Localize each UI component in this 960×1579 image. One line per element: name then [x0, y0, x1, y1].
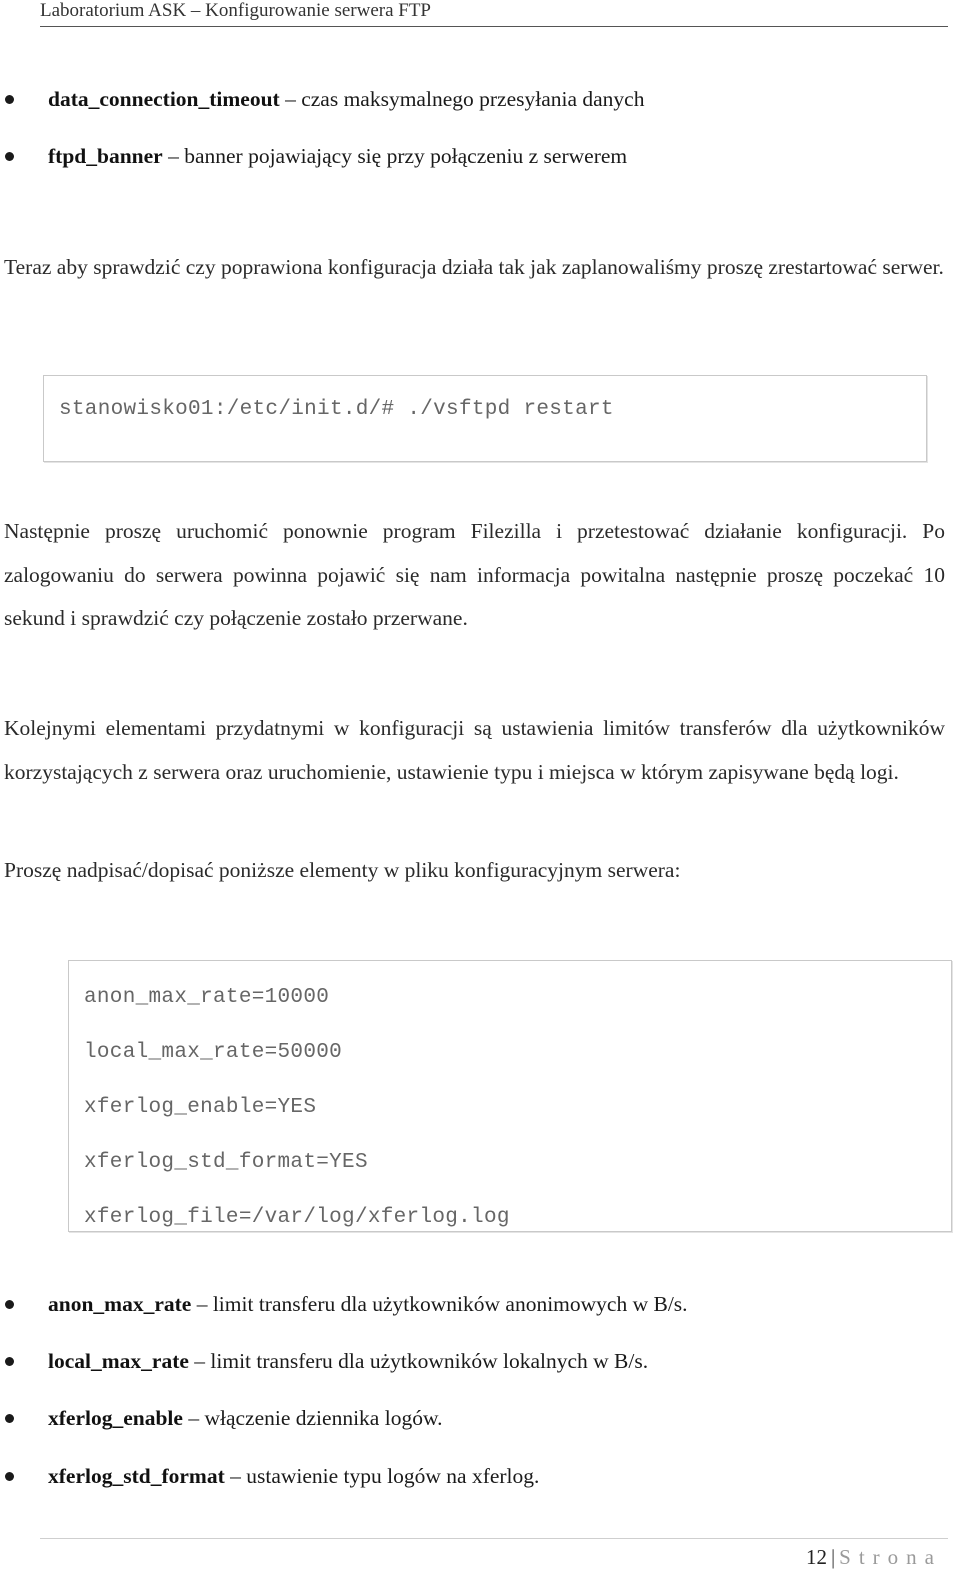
paragraph-limits: Kolejnymi elementami przydatnymi w konfiguracji są ustawienia limitów transferów dla użytkowników korzystających z serwera oraz uruchomienie, ustawienie typu i miejsca w którym zapisywane będą logi.: [4, 716, 945, 784]
option-description: – czas maksymalnego przesyłania danych: [279, 87, 645, 111]
option-name: anon_max_rate: [48, 1292, 192, 1316]
code-line: xferlog_enable=YES: [84, 1096, 317, 1119]
page-label: Strona: [839, 1545, 942, 1569]
option-name: data_connection_timeout: [48, 87, 280, 111]
code-line: anon_max_rate=10000: [84, 986, 330, 1009]
code-line: xferlog_std_format=YES: [84, 1151, 368, 1174]
bullet-icon: [5, 1300, 14, 1309]
paragraph-instruction: Proszę nadpisać/dopisać poniższe elementy w pliku konfiguracyjnym serwera:: [4, 858, 681, 882]
header-title: Laboratorium ASK – Konfigurowanie serwera FTP: [40, 0, 432, 21]
option-name: ftpd_banner: [48, 144, 163, 168]
code-block-restart: [43, 375, 927, 462]
bullet-icon: [5, 152, 14, 161]
code-line: local_max_rate=50000: [84, 1041, 343, 1064]
footer-divider: [40, 1538, 948, 1539]
option-name: local_max_rate: [48, 1349, 189, 1373]
page-number: 12: [805, 1545, 827, 1569]
bullet-icon: [5, 95, 14, 104]
option-name: xferlog_enable: [48, 1406, 183, 1430]
page-footer: [806, 1543, 942, 1571]
bullet-icon: [5, 1414, 14, 1423]
code-block-config: [68, 960, 952, 1232]
option-description: – ustawienie typu logów na xferlog.: [224, 1464, 540, 1488]
bullet-icon: [5, 1472, 14, 1481]
paragraph-filezilla: Następnie proszę uruchomić ponownie program Filezilla i przetestować działanie konfiguracji. Po zalogowaniu do serwera powinna pojawić się nam informacja powitalna następnie proszę poczekać 10 sekund i sprawdzić czy połączenie zostało przerwane.: [4, 519, 945, 630]
option-description: – włączenie dziennika logów.: [182, 1406, 443, 1430]
option-name: xferlog_std_format: [48, 1464, 225, 1488]
bullet-icon: [5, 1357, 14, 1366]
paragraph-restart: Teraz aby sprawdzić czy poprawiona konfiguracja działa tak jak zaplanowaliśmy proszę zrestartować serwer.: [4, 255, 944, 279]
option-description: – banner pojawiający się przy połączeniu z serwerem: [162, 144, 628, 168]
footer-separator: |: [830, 1545, 836, 1569]
code-line: xferlog_file=/var/log/xferlog.log: [84, 1206, 510, 1229]
option-description: – limit transferu dla użytkowników anonimowych w B/s.: [191, 1292, 688, 1316]
option-description: – limit transferu dla użytkowników lokalnych w B/s.: [188, 1349, 649, 1373]
code-line: stanowisko01:/etc/init.d/# ./vsftpd restart: [59, 398, 614, 421]
running-header: [40, 0, 948, 27]
